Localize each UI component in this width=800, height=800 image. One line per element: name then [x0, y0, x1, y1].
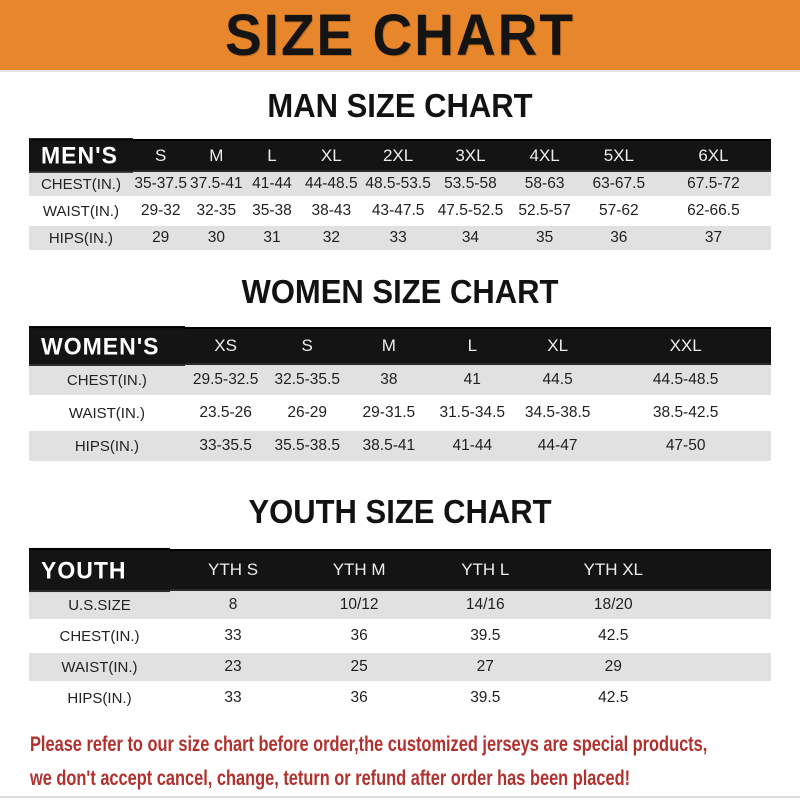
table-row — [29, 431, 771, 464]
women-section — [0, 274, 800, 464]
row-label: WAIST(IN.) — [29, 199, 133, 226]
column-header: S — [266, 327, 348, 365]
youth-section — [0, 494, 800, 715]
size-value: 38 — [348, 365, 430, 398]
cell-filler — [678, 622, 771, 653]
table-corner-label: YOUTH — [29, 548, 170, 592]
size-value: 53.5-58 — [433, 172, 507, 199]
men-section-heading: MAN SIZE CHART — [267, 86, 533, 125]
size-value: 38.5-41 — [348, 431, 430, 464]
size-value: 41 — [430, 365, 515, 398]
bottom-divider — [0, 796, 800, 798]
row-label: CHEST(IN.) — [29, 172, 133, 199]
column-header: XS — [185, 327, 267, 365]
size-value: 29 — [548, 653, 678, 684]
column-header: S — [133, 139, 189, 172]
size-value: 33 — [170, 622, 296, 653]
row-label: HIPS(IN.) — [29, 431, 185, 464]
size-value: 41-44 — [244, 172, 300, 199]
youth-table-header — [29, 549, 771, 591]
row-label: U.S.SIZE — [29, 591, 170, 622]
size-value: 42.5 — [548, 622, 678, 653]
size-value: 44.5-48.5 — [600, 365, 771, 398]
size-value: 26-29 — [266, 398, 348, 431]
size-value: 8 — [170, 591, 296, 622]
size-value: 32 — [300, 226, 363, 253]
table-row — [29, 622, 771, 653]
table-row — [29, 365, 771, 398]
size-value: 29-31.5 — [348, 398, 430, 431]
size-value: 38-43 — [300, 199, 363, 226]
size-value: 43-47.5 — [363, 199, 433, 226]
size-value: 23.5-26 — [185, 398, 267, 431]
size-value: 44-47 — [515, 431, 600, 464]
size-value: 47-50 — [600, 431, 771, 464]
size-value: 25 — [296, 653, 422, 684]
column-header: XL — [515, 327, 600, 365]
size-value: 57-62 — [582, 199, 656, 226]
size-value: 33 — [170, 684, 296, 715]
women-table-body — [29, 365, 771, 464]
size-value: 39.5 — [422, 622, 548, 653]
row-label: HIPS(IN.) — [29, 226, 133, 253]
column-header: XL — [300, 139, 363, 172]
column-header: YTH M — [296, 549, 422, 591]
youth-table-body — [29, 591, 771, 715]
row-label: CHEST(IN.) — [29, 365, 185, 398]
size-value: 29-32 — [133, 199, 189, 226]
table-corner-label: MEN'S — [29, 138, 133, 173]
column-header: L — [430, 327, 515, 365]
men-table-body — [29, 172, 771, 253]
size-value: 18/20 — [548, 591, 678, 622]
size-value: 31 — [244, 226, 300, 253]
size-value: 35-38 — [244, 199, 300, 226]
size-value: 33-35.5 — [185, 431, 267, 464]
column-header: M — [189, 139, 245, 172]
size-value: 44.5 — [515, 365, 600, 398]
size-value: 39.5 — [422, 684, 548, 715]
header-row — [29, 327, 771, 365]
column-header: YTH XL — [548, 549, 678, 591]
youth-size-table — [29, 549, 771, 715]
row-label: HIPS(IN.) — [29, 684, 170, 715]
row-label: WAIST(IN.) — [29, 653, 170, 684]
size-value: 29.5-32.5 — [185, 365, 267, 398]
size-value: 33 — [363, 226, 433, 253]
size-value: 34 — [433, 226, 507, 253]
women-table-header — [29, 327, 771, 365]
size-value: 36 — [582, 226, 656, 253]
column-header: L — [244, 139, 300, 172]
size-value: 38.5-42.5 — [600, 398, 771, 431]
table-row — [29, 684, 771, 715]
women-size-table — [29, 327, 771, 464]
banner-title: SIZE CHART — [225, 2, 575, 68]
youth-section-heading: YOUTH SIZE CHART — [248, 492, 552, 531]
size-value: 32-35 — [189, 199, 245, 226]
size-value: 35-37.5 — [133, 172, 189, 199]
row-label: CHEST(IN.) — [29, 622, 170, 653]
header-row — [29, 139, 771, 172]
size-value: 31.5-34.5 — [430, 398, 515, 431]
note-line-2: we don't accept cancel, change, teturn or refund after order has been placed! — [30, 767, 631, 790]
column-header: YTH L — [422, 549, 548, 591]
column-header: 3XL — [433, 139, 507, 172]
table-row — [29, 653, 771, 684]
men-section — [0, 88, 800, 253]
size-value: 14/16 — [422, 591, 548, 622]
size-value: 35.5-38.5 — [266, 431, 348, 464]
size-value: 52.5-57 — [508, 199, 582, 226]
size-value: 23 — [170, 653, 296, 684]
size-value: 44-48.5 — [300, 172, 363, 199]
size-value: 36 — [296, 684, 422, 715]
table-row — [29, 199, 771, 226]
column-header: 6XL — [656, 139, 771, 172]
men-size-table — [29, 139, 771, 253]
header-row — [29, 549, 771, 591]
column-header: 5XL — [582, 139, 656, 172]
size-value: 35 — [508, 226, 582, 253]
column-header: M — [348, 327, 430, 365]
size-value: 32.5-35.5 — [266, 365, 348, 398]
table-row — [29, 591, 771, 622]
size-value: 41-44 — [430, 431, 515, 464]
size-chart-banner — [0, 0, 800, 72]
size-value: 34.5-38.5 — [515, 398, 600, 431]
size-value: 27 — [422, 653, 548, 684]
row-label: WAIST(IN.) — [29, 398, 185, 431]
column-header: 2XL — [363, 139, 433, 172]
size-value: 37 — [656, 226, 771, 253]
note-line-1: Please refer to our size chart before order,the customized jerseys are special products, — [30, 733, 708, 756]
column-header-filler — [678, 549, 771, 591]
size-value: 36 — [296, 622, 422, 653]
size-value: 67.5-72 — [656, 172, 771, 199]
size-value: 10/12 — [296, 591, 422, 622]
column-header: 4XL — [508, 139, 582, 172]
men-table-header — [29, 139, 771, 172]
table-row — [29, 172, 771, 199]
cell-filler — [678, 684, 771, 715]
size-value: 47.5-52.5 — [433, 199, 507, 226]
size-value: 48.5-53.5 — [363, 172, 433, 199]
table-corner-label: WOMEN'S — [29, 326, 185, 366]
size-value: 30 — [189, 226, 245, 253]
table-row — [29, 226, 771, 253]
column-header: YTH S — [170, 549, 296, 591]
size-value: 58-63 — [508, 172, 582, 199]
size-value: 37.5-41 — [189, 172, 245, 199]
size-value: 29 — [133, 226, 189, 253]
table-row — [29, 398, 771, 431]
cell-filler — [678, 591, 771, 622]
cell-filler — [678, 653, 771, 684]
women-section-heading: WOMEN SIZE CHART — [241, 272, 559, 311]
disclaimer-note — [0, 728, 800, 796]
size-value: 42.5 — [548, 684, 678, 715]
column-header: XXL — [600, 327, 771, 365]
size-value: 62-66.5 — [656, 199, 771, 226]
size-value: 63-67.5 — [582, 172, 656, 199]
